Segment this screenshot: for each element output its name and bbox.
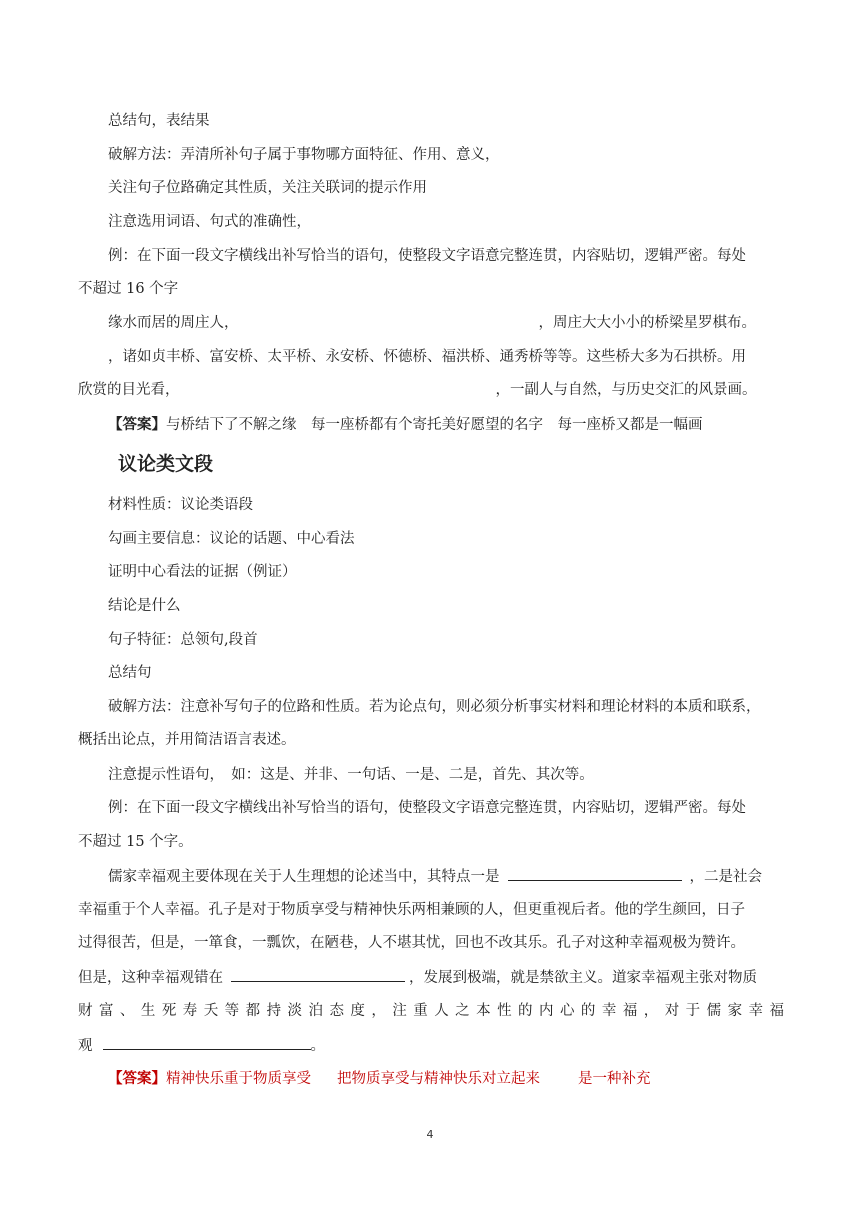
text-line: 注意选用词语、句式的准确性，: [108, 214, 311, 230]
text-line: 过得很苦，但是，一箪食，一瓢饮，在陋巷，人不堪其忧，回也不改其乐。孔子对这种幸福观极为赞许。: [78, 935, 745, 951]
text-segment: ，二是社会: [689, 869, 762, 885]
text-segment: 缘水而居的周庄人，: [108, 315, 239, 331]
text-line: 总结句，表结果: [108, 113, 210, 129]
text-segment: 观: [78, 1038, 93, 1054]
text-segment: ，周庄大大小小的桥梁星罗棋布。: [538, 315, 756, 331]
answer-item: 把物质享受与精神快乐对立起来: [337, 1071, 540, 1087]
text-line: 例：在下面一段文字横线出补写恰当的语句，使整段文字语意完整连贯，内容贴切，逻辑严密。每处: [108, 248, 746, 264]
text-segment: 儒家幸福观主要体现在关于人生理想的论述当中，其特点一是: [108, 869, 500, 885]
text-line: 例：在下面一段文字横线出补写恰当的语句，使整段文字语意完整连贯，内容贴切，逻辑严密。每处: [108, 800, 746, 816]
answer-blank[interactable]: [103, 1037, 311, 1050]
answer-item: 精神快乐重于物质享受: [166, 1071, 311, 1087]
answer-blank[interactable]: [231, 969, 405, 982]
text-line: 证明中心看法的证据（例证）: [108, 564, 297, 580]
text-line: 幸福重于个人幸福。孔子是对于物质享受与精神快乐两相兼顾的人，但更重视后者。他的学生颜回，日子: [78, 902, 745, 918]
text-segment: 但是，这种幸福观错在: [78, 970, 223, 986]
text-line: 勾画主要信息：议论的话题、中心看法: [108, 531, 355, 547]
fill-in-line: [78, 969, 784, 986]
answer-line: [108, 1071, 814, 1087]
answer-label: 【答案】: [108, 1070, 166, 1087]
text-segment: 欣赏的目光看，: [78, 382, 180, 398]
text-line: ，诸如贞丰桥、富安桥、太平桥、永安桥、怀德桥、福洪桥、通秀桥等等。这些桥大多为石拱桥。用: [108, 349, 746, 365]
fill-in-line: [108, 315, 814, 331]
section-heading: 议论类文段: [118, 453, 214, 475]
text-segment: 。: [310, 1038, 325, 1054]
fill-in-line: [108, 868, 814, 885]
text-segment: ，发展到极端，就是禁欲主义。道家幸福观主张对物质: [409, 970, 757, 986]
fill-in-line: [78, 1037, 784, 1054]
fill-in-line: [78, 382, 784, 398]
text-line: 破解方法：注意补写句子的位路和性质。若为论点句，则必须分析事实材料和理论材料的本质和联系，: [108, 699, 761, 715]
page-number: 4: [426, 1128, 434, 1141]
text-line: 概括出论点，并用简洁语言表述。: [78, 732, 296, 748]
text-line: 句子特征：总领句,段首: [108, 632, 258, 648]
text-line: 不超过 15 个字。: [78, 834, 193, 850]
answer-item: 是一种补充: [578, 1071, 651, 1087]
text-line: 总结句: [108, 665, 152, 681]
text-line: 注意提示性语句， 如：这是、并非、一句话、一是、二是，首先、其次等。: [108, 767, 594, 783]
text-segment: ，一副人与自然，与历史交汇的风景画。: [495, 382, 757, 398]
answer-blank[interactable]: [508, 868, 682, 881]
text-line: 不超过 16 个字: [78, 281, 179, 297]
answer-line: [108, 417, 814, 433]
text-line: 结论是什么: [108, 598, 181, 614]
text-line: 破解方法：弄清所补句子属于事物哪方面特征、作用、意义，: [108, 147, 500, 163]
answer-label: 【答案】: [108, 416, 166, 433]
text-line: 财富、生死寿夭等都持淡泊态度，注重人之本性的内心的幸福，对于儒家幸福: [78, 1003, 784, 1019]
text-line: 关注句子位路确定其性质，关注关联词的提示作用: [108, 180, 427, 196]
answer-text: 与桥结下了不解之缘 每一座桥都有个寄托美好愿望的名字 每一座桥又都是一幅画: [166, 417, 703, 433]
text-line: 材料性质：议论类语段: [108, 497, 253, 513]
